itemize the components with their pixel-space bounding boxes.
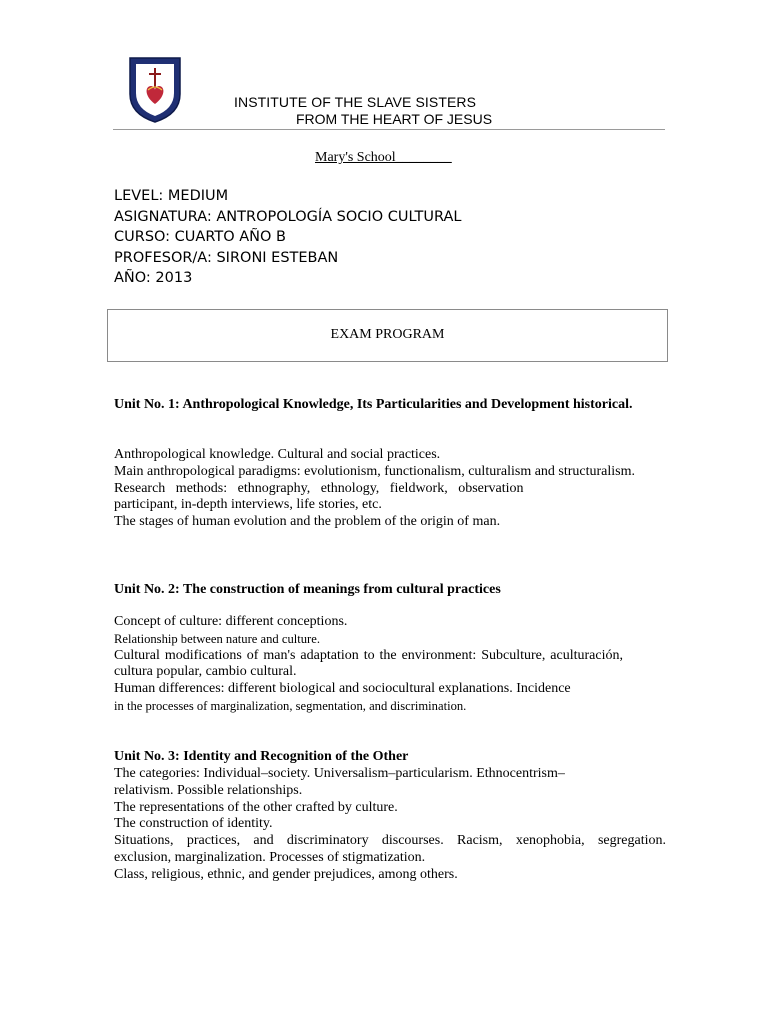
unit2-line5: in the processes of marginalization, segmentation, and discrimination. [114,698,467,713]
school-crest-logo [124,54,186,124]
school-name: Mary's School________ [315,150,452,165]
unit2-title: Unit No. 2: The construction of meanings from cultural practices [114,582,501,597]
unit1-line2: Main anthropological paradigms: evolutionism, functionalism, culturalism and structuralism. [114,463,636,479]
unit2-line4: Human differences: different biological and sociocultural explanations. Incidence [114,681,571,697]
unit3-line1: The categories: Individual–society. Universalism–particularism. Ethnocentrism– [114,766,565,781]
unit2-line1: Concept of culture: different conceptions. [114,614,348,629]
unit3-line2: relativism. Possible relationships. [114,782,303,798]
unit1-line5: The stages of human evolution and the problem of the origin of man. [114,514,501,530]
subject-line: ASIGNATURA: ANTROPOLOGÍA SOCIO CULTURAL [114,208,462,225]
course-line: CURSO: CUARTO AÑO B [114,229,286,246]
institute-name-line2: FROM THE HEART OF JESUS [296,111,493,127]
unit3-line3: The representations of the other crafted by culture. [114,799,398,815]
unit3-line4: The construction of identity. [114,816,273,832]
teacher-line: PROFESOR/A: SIRONI ESTEBAN [114,249,339,266]
unit3-body [114,766,666,884]
institute-name-line1: INSTITUTE OF THE SLAVE SISTERS [234,94,477,110]
unit3-line6: Class, religious, ethnic, and gender prejudices, among others. [114,866,458,882]
year-line: AÑO: 2013 [114,270,193,287]
exam-title: EXAM PROGRAM [330,327,445,342]
unit3-line5a: Situations, practices, and discriminatory discourses. Racism, xenophobia, segregation. [114,833,666,849]
unit2-body [114,614,666,715]
level-line: LEVEL: MEDIUM [114,188,229,204]
unit3-title: Unit No. 3: Identity and Recognition of the Other [114,749,409,764]
unit2-line2: Relationship between nature and culture. [114,631,320,646]
unit1-line4: participant, in-depth interviews, life stories, etc. [114,497,382,513]
unit1-title: Unit No. 1: Anthropological Knowledge, Its Particularities and Development historical. [114,397,633,412]
unit1-line1: Anthropological knowledge. Cultural and social practices. [114,447,441,462]
course-info [114,186,462,289]
unit2-line3: Cultural modifications of man's adaptation to the environment: Subculture, aculturación, cultura popular, cambio cultural. [114,647,623,680]
unit1-line3: Research methods: ethnography, ethnology, fieldwork, observation [114,480,524,496]
unit3-line5b: exclusion, marginalization. Processes of stigmatization. [114,849,426,865]
exam-title-box [107,309,668,362]
unit1-body [114,447,647,531]
header-divider [113,129,665,130]
